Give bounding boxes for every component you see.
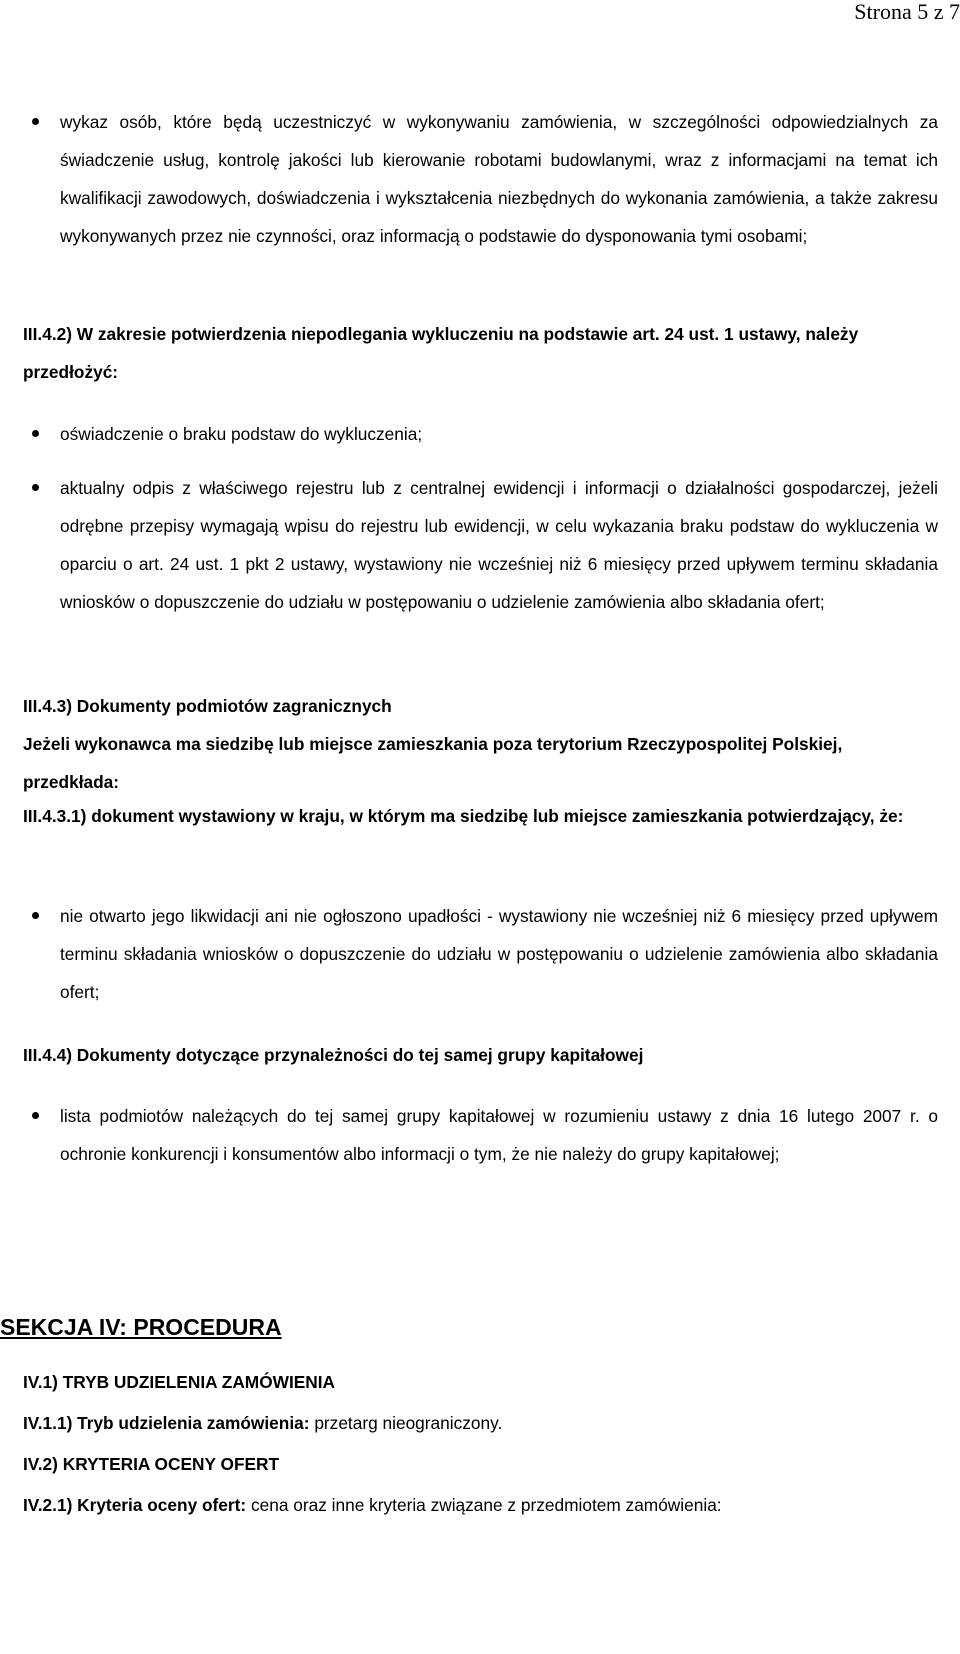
bullet-icon <box>32 118 39 125</box>
heading-IV-2: IV.2) KRYTERIA OCENY OFERT <box>23 1454 280 1474</box>
section-heading-III-4-3: III.4.3) Dokumenty podmiotów zagranicznych <box>23 696 392 716</box>
bullet-text: wykaz osób, które będą uczestniczyć w wykonywaniu zamówienia, w szczególności odpowiedzialnych za świadczenie usług, kontrolę jakości lub kierowanie robotami budowlanymi, wraz z informacjami na temat ich kwalifikacji zawodowych, doświadczenia i wykształcenia niezbędnych do wykonania zamówienia, a także zakresu wykonywanych przez nie czynności, oraz informacją o podstawie do dysponowania tymi osobami; <box>60 112 938 246</box>
bullet-text: nie otwarto jego likwidacji ani nie ogłoszono upadłości - wystawiony nie wcześniej niż 6 miesięcy przed upływem terminu składania wniosków o dopuszczenie do udziału w postępowaniu o udzielenie zamówienia albo składania ofert; <box>60 906 938 1002</box>
bullet-item-registry-extract <box>23 469 938 621</box>
bullet-icon <box>32 912 39 919</box>
bullet-text: lista podmiotów należących do tej samej grupy kapitałowej w rozumieniu ustawy z dnia 16 lutego 2007 r. o ochronie konkurencji i konsumentów albo informacji o tym, że nie należy do grupy kapitałowej; <box>60 1106 938 1164</box>
bullet-item-capital-group <box>23 1097 938 1173</box>
heading-IV-1: IV.1) TRYB UDZIELENIA ZAMÓWIENIA <box>23 1372 336 1392</box>
page-number: Strona 5 z 7 <box>854 0 960 24</box>
bullet-text: aktualny odpis z właściwego rejestru lub z centralnej ewidencji i informacji o działalności gospodarczej, jeżeli odrębne przepisy wymagają wpisu do rejestru lub ewidencji, w celu wykazania braku podstaw do wykluczenia w oparciu o art. 24 ust. 1 pkt 2 ustawy, wystawiony nie wcześniej niż 6 miesięcy przed upływem terminu składania wniosków o dopuszczenie do udziału w postępowaniu o udzielenie zamówienia albo składania ofert; <box>60 478 938 612</box>
bullet-icon <box>32 430 39 437</box>
heading-IV-1-1 <box>23 1404 938 1442</box>
criteria-value: cena oraz inne kryteria związane z przedmiotem zamówienia: <box>246 1495 722 1515</box>
procedure-type-label: IV.1.1) Tryb udzielenia zamówienia: <box>23 1413 310 1433</box>
section-heading-III-4-2: III.4.2) W zakresie potwierdzenia niepodlegania wykluczeniu na podstawie art. 24 ust. 1 ustawy, należy przedłożyć: <box>23 324 859 382</box>
bullet-item-personnel-list <box>23 103 938 255</box>
section-subheading-foreign: Jeżeli wykonawca ma siedzibę lub miejsce zamieszkania poza terytorium Rzeczypospolitej Polskiej, przedkłada: <box>23 734 843 792</box>
bullet-text: oświadczenie o braku podstaw do wykluczenia; <box>60 424 423 444</box>
bullet-icon <box>32 484 39 491</box>
criteria-label: IV.2.1) Kryteria oceny ofert: <box>23 1495 247 1515</box>
section-heading-III-4-3-1: III.4.3.1) dokument wystawiony w kraju, w którym ma siedzibę lub miejsce zamieszkania potwierdzający, że: <box>23 806 904 826</box>
procedure-type-value: przetarg nieograniczony. <box>309 1413 503 1433</box>
bullet-icon <box>32 1112 39 1119</box>
heading-IV-2-1 <box>23 1486 938 1524</box>
section-iv-heading: SEKCJA IV: PROCEDURA <box>0 1314 282 1340</box>
bullet-item-no-liquidation <box>23 897 938 1011</box>
bullet-item-declaration <box>23 415 938 453</box>
section-heading-III-4-4: III.4.4) Dokumenty dotyczące przynależności do tej samej grupy kapitałowej <box>23 1045 644 1065</box>
